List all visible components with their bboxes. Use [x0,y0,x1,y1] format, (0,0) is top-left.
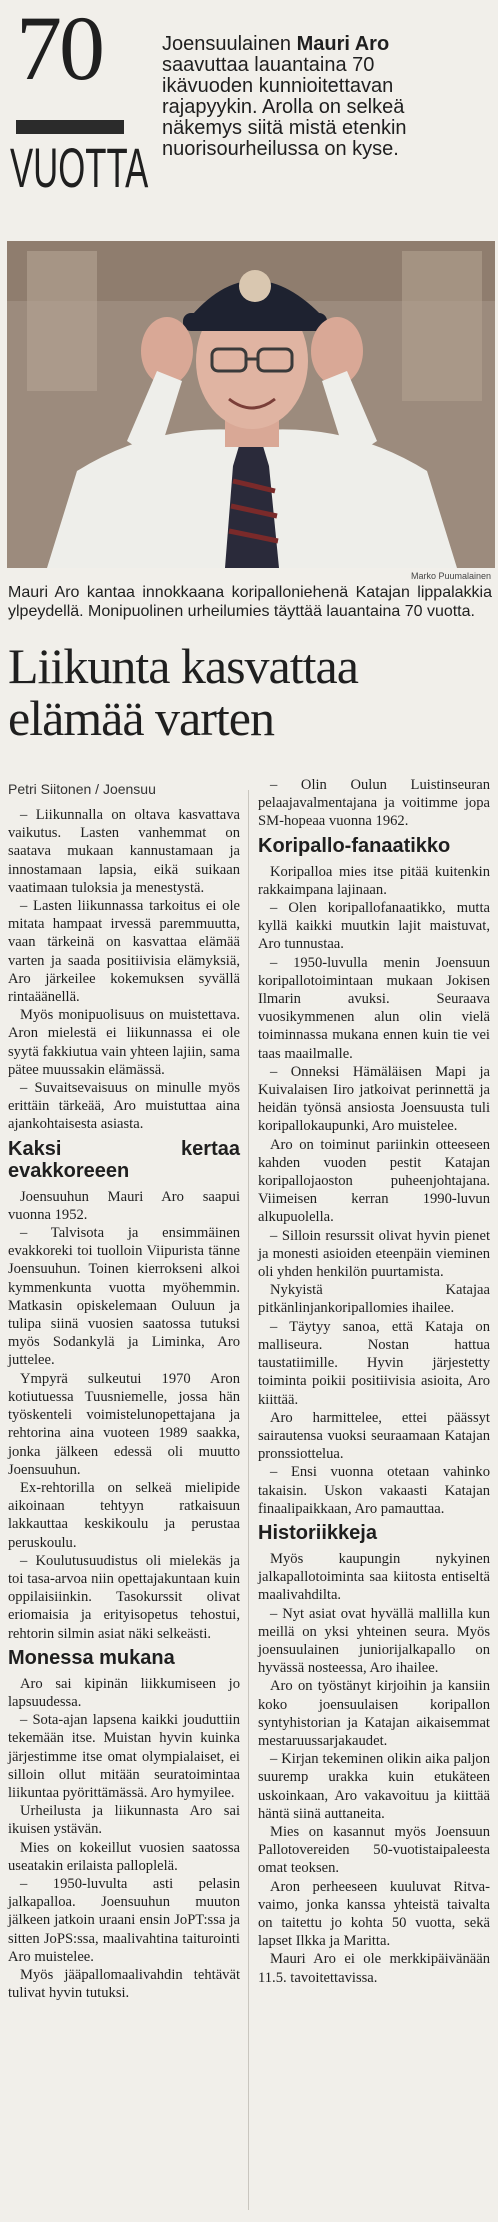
article-column-1 [8,806,240,2002]
intro-text [162,34,462,160]
paragraph: Ex-rehtorilla on selkeä mielipide aikoinaan tehtyyn ratkaisuun lakkauttaa keskikoulu ja perustaa peruskoulu. [8,1479,240,1551]
subheading: Historiikkeja [258,1521,377,1544]
paragraph: Mauri Aro ei ole merkkipäivänään 11.5. tavoitettavissa. [258,1951,490,1986]
photo-caption: Mauri Aro kantaa innokkaana koripalloniehenä Katajan lippalakkia ylpeydellä. Monipuolinen urheilumies täyttää lauantaina 70 vuotta. [8,584,492,620]
portrait-photo [7,241,495,568]
article-column-2 [258,776,490,1987]
paragraph: – 1950-luvulla menin Joensuun koripallotoimintaan mukaan Jokisen Ilmarin avuksi. Seuraava vuosikymmenen alun olin vielä toiminnassa mukana ennen kuin tie vei taas maailmalle. [258,954,490,1062]
header-rule [16,120,124,134]
paragraph: – Lasten liikunnassa tarkoitus ei ole mitata hampaat irvessä paremmuutta, vaan tärkeinä on kasvattaa elämää varten ja saada positiivisia elämyksiä, Aro järkeilee kokemuksen syvällä rintaäänellä. [8,898,240,1006]
paragraph: Mies on kokeillut vuosien saatossa useatakin erilaista palloplelä. [8,1839,240,1874]
paragraph: Aro harmittelee, ettei päässyt sairautensa vuoksi seuraamaan Katajan pronssiotteluа. [258,1409,490,1463]
paragraph: Koripalloa mies itse pitää kuitenkin rakkaimpana lajinaan. [258,863,490,898]
paragraph: – Olen koripallofanaatikko, mutta kyllä kaikki muutkin lajit maistuvat, Aro tunnustaa. [258,900,490,953]
paragraph: – Kirjan tekeminen olikin aika paljon suuremp urakka kuin etukäteen uskoinkaan, Aro vakavoituu ja kiittää häntä siinä auttaneita. [258,1751,490,1822]
paragraph: – Koulutusuudistus oli mielekäs ja toi tasa-arvoa niin opettajakuntaan kuin oppilaisiinkin. Tasokurssit olivat eriomaisia ja erityisopetus tehostui, rehtorin silmin asiat näki selkeästi. [8,1552,240,1642]
paragraph: Myös kaupungin nykyinen jalkapallotoiminta saa kiitosta entiseltä maalivahdilta. [258,1550,490,1604]
article-headline: Liikunta kasvattaa elämää varten [8,638,358,746]
photo-credit: Marko Puumalainen [410,571,491,581]
article-byline: Petri Siitonen / Joensuu [8,781,156,797]
paragraph: – Olin Oulun Luistinseuran pelaajavalmentajana ja voitimme jopa SM-hopeaa vuonna 1962. [258,777,490,830]
subheading: Kaksi kertaa evakkoreeen [8,1137,240,1182]
paragraph: Aro sai kipinän liikkumiseen jo lapsuudessa. [8,1675,240,1710]
paragraph: – Nyt asiat ovat hyvällä mallilla kun meillä on yksi yhteinen seura. Myös joensuulainen juniorijalkapallo on hyvässä nosteessa, Aro ihailee. [258,1605,490,1677]
paragraph: Aro on työstänyt kirjoihin ja kansiin koko joensuulaisen koripallon syntyhistorian ja Katajan aikaisemmat mestaruussarjakaudet. [258,1678,490,1749]
subheading: Monessa mukana [8,1646,175,1669]
vuotta-label: VUOTTA [10,136,149,199]
paragraph: Urheilusta ja liikunnasta Aro sai ikuisen ystävän. [8,1803,240,1838]
intro-part-1: Joensuulainen [162,33,297,55]
paragraph: – Talvisota ja ensimmäinen evakkoreki toi tuolloin Viipurista tänne Joensuuhun. Toinen kierrokseni alkoi kymmenkunta vuotta myöhemmin. Matkasin opiskelemaan Ouluun ja tulipa siinä vuosien saatossa tutuksi myös Sodankylä ja Liminka, Aro juttelee. [8,1225,240,1369]
paragraph: – Suvaitsevaisuus on minulle myös erittäin tärkeää, Aro muistuttaa aina ajankohtaisesta asiasta. [8,1080,240,1133]
subheading: Koripallo-fanaatikko [258,834,451,857]
paragraph: Ympyrä sulkeutui 1970 Aron kotiutuessa Tuusniemelle, jossa hän työskenteli voimistelunopettajana ja rehtorina aina vuoteen 1989 saakka, jonka jälkeen edessä oli muutto Joensuuhun. [8,1370,240,1478]
paragraph: – Onneksi Hämäläisen Mapi ja Kuivalaisen Iiro jatkoivat perinnettä ja heidän työnsä ansiosta Joensuusta tuli koripallokaupunki, Aro muistelee. [258,1063,490,1135]
seventy-number: 70 [16,0,102,99]
paragraph: – Liikunnalla on oltava kasvattava vaikutus. Lasten vanhemmat on saatava mukaan kannustamaan ja innostamaan lapsia, eikä suikaan vaatimaan tuloksia ja menestystä. [8,807,240,896]
intro-part-2: saavuttaa lauantaina 70 ikävuoden kunnioitettavan rajapyykin. Arolla on selkeä näkemys siitä mistä etenkin nuorisourheilussa on kyse. [162,54,407,160]
paragraph: – Täytyy sanoa, että Kataja on malliseura. Nostan hattua taustatiimille. Hyvin järjestetty toiminta poikii positiivisia asioita, Aro kiittää. [258,1318,490,1408]
intro-name: Mauri Aro [296,33,390,55]
paragraph: Myös jääpallomaalivahdin tehtävät tulivat hyvin tutuksi. [8,1966,240,2002]
paragraph: – Ensi vuonna otetaan vahinko takaisin. Uskon vakaasti Katajan finaalipaikkaan, Aro pamauttaa. [258,1464,490,1517]
portrait-illustration [7,241,495,568]
paragraph: – Silloin resurssit olivat hyvin pienet ja monesti asioiden eteenpäin vieminen oli yhden henkilön puurtamista. [258,1227,490,1281]
paragraph: – 1950-luvulta asti pelasin jalkapalloa. Joensuuhun muuton jälkeen jatkoin uraani ensin JoPT:ssa ja sitten JoPS:ssa, maalivahtina taiturointi Aro muistelee. [8,1875,240,1965]
paragraph: Myös monipuolisuus on muistettava. Aron mielestä ei liikunnassa ei ole syytä fakkiutua vain yhteen lajiin, sama pätee muussakin elämässä. [8,1007,240,1078]
paragraph: Joensuuhun Mauri Aro saapui vuonna 1952. [8,1188,240,1223]
column-divider [248,790,249,2210]
paragraph: Mies on kasannut myös Joensuun Pallotovereiden 50-vuotistaipaleesta omat teoksen. [258,1823,490,1877]
paragraph: Aro on toiminut pariinkin otteeseen kahden vuoden pestit Katajan koripallojaoston puheenjohtajana. Viimeisen kerran 1990-luvun alkupuolella. [258,1136,490,1226]
paragraph: – Sota-ajan lapsena kaikki jouduttiin tekemään itse. Muistan hyvin kuinka järjestimme itse omat olympialaiset, ei silloin ollut mitään seuratoimintaa liikuntaa pyörittämässä. Aro hymyilee. [8,1712,240,1801]
paragraph: Aron perheeseen kuuluvat Ritva-vaimo, jonka kanssa yhteistä taivalta on taitettu jo kohta 50 vuotta, sekä lapset Ilkka ja Maritta. [258,1878,490,1950]
paragraph: Nykyistä Katajaa pitkänlinjankoripallomies ihailee. [258,1282,490,1317]
